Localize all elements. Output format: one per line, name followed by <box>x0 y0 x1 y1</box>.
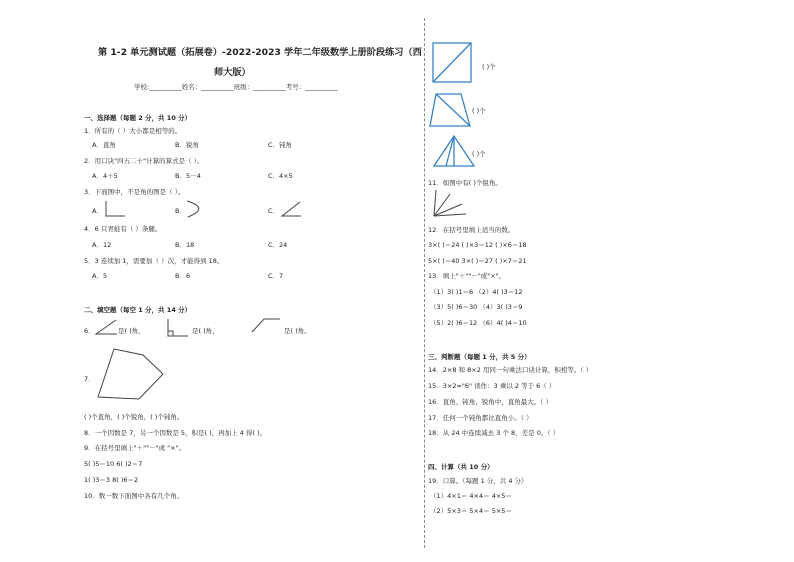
q19-row-1: （1）4×1＝ 4×4＝ 4×5＝ <box>430 492 512 500</box>
q3-figure-b <box>186 200 208 218</box>
q10-trapezoid-answer: ( )个 <box>472 107 486 115</box>
q6-answer-1: 是( )角， <box>118 327 145 335</box>
q14-text: 14．2×8 和 8×2 用同一句乘法口诀计算，积相等。（ ） <box>428 366 593 374</box>
q15-text: 15．3×2="6" 读作：3 乘以 2 等于 6（ ） <box>428 382 556 390</box>
q7-pentagon <box>94 347 166 403</box>
q5-option-a: A．5 <box>92 272 108 280</box>
q1-option-b: B．锐角 <box>175 141 199 149</box>
q16-text: 16．直角、钝角、锐角中，直角最大。（ ） <box>428 398 553 406</box>
q3-figure-a <box>104 201 126 217</box>
q13-row-1: （1）3( )1＝6 （2）4( )3＝12 <box>430 288 523 296</box>
q10-square-figure <box>432 42 472 84</box>
q2-stem: 2．用口诀"四五二十"计算的算式是（ ）。 <box>84 157 204 165</box>
q13-row-2: （3）5( )6＝30 （4）3( )3＝9 <box>430 303 523 311</box>
q1-option-c: C．钝角 <box>268 141 293 149</box>
q4-option-b: B．18 <box>175 241 195 249</box>
q8-text: 8．一个因数是 7，另一个因数是 5，积是( )，再加上 4 得( )。 <box>84 429 267 437</box>
q3-option-a: A． <box>92 207 103 215</box>
q12-row-2: 5×( )＝40 3×( )＝27 ( )×7＝21 <box>428 257 527 265</box>
section1-heading: 一、选择题（每题 2 分，共 10 分） <box>84 114 192 122</box>
section4-heading: 四、计算（共 10 分） <box>428 463 494 471</box>
page-title-line1: 第 1-2 单元测试题（拓展卷）-2022-2023 学年二年级数学上册阶段练习（西 <box>98 47 422 58</box>
q6-answer-2: 是( )角， <box>192 327 219 335</box>
q5-stem: 5．3 连续加 1，需要加（ ）次，才能得到 18。 <box>84 257 224 265</box>
q9-row-2: 1( )3＝3 8( )6＝2 <box>84 476 139 484</box>
q3-stem: 3．下面图中，不是角的图是（ ）。 <box>84 188 185 196</box>
q1-option-a: A．直角 <box>92 141 116 149</box>
q6-angle-2 <box>166 318 190 340</box>
q4-option-c: C．24 <box>268 241 288 249</box>
q3-option-c: C． <box>268 207 280 215</box>
q13-text: 13．填上"＋""－"或"×"。 <box>428 272 506 280</box>
q2-option-c: C．4×5 <box>268 172 293 180</box>
q17-text: 17．任何一个钝角都比直角小。（ ） <box>428 414 533 422</box>
q13-row-3: （5）2( )6＝12 （6）4( )4＝10 <box>430 319 527 327</box>
q12-text: 12．在括号里填上适当的数。 <box>428 226 515 234</box>
q6-number: 6． <box>84 327 95 335</box>
q7-answer: ( )个直角，( )个锐角，( )个钝角。 <box>84 413 184 421</box>
q19-row-2: （2）5×3＝ 5×4＝ 5×5＝ <box>430 507 512 515</box>
q10-square-answer: ( )个 <box>482 63 496 71</box>
q10-trapezoid-figure <box>428 92 472 128</box>
q3-option-b: B． <box>175 207 186 215</box>
q10-triangle-answer: ( )个 <box>472 150 486 158</box>
q11-text: 11．如图中有( )个锐角。 <box>428 179 502 187</box>
student-info-line: 学校:__________姓名：__________班级：__________考号：__________ <box>134 83 338 91</box>
q12-row-1: 3×( )＝24 ( )×3＝12 ( )×6＝18 <box>428 241 527 249</box>
q6-angle-3 <box>250 316 282 336</box>
q3-figure-c <box>280 201 302 217</box>
q19-text: 19．口算。（每题 1 分，共 4 分） <box>428 477 528 485</box>
q6-answer-3: 是( )角。 <box>284 327 311 335</box>
q9-row-1: 5( )5＝10 6( )2＝7 <box>84 460 143 468</box>
q1-stem: 1．所有的（ ）大小都是相等的。 <box>84 127 182 135</box>
q5-option-b: B．6 <box>175 272 191 280</box>
q2-option-a: A．4＋5 <box>92 172 118 180</box>
q9-text: 9．在括号里填上"＋""－"或 "×"。 <box>84 444 186 452</box>
q2-option-b: B．5－4 <box>175 172 201 180</box>
section3-heading: 三、判断题（每题 1 分，共 5 分） <box>428 353 531 361</box>
q4-stem: 4．6 只青蛙有（ ）条腿。 <box>84 225 162 233</box>
q18-text: 18．从 24 中连续减去 3 个 8，差是 0。（ ） <box>428 429 560 437</box>
q6-angle-1 <box>94 318 118 338</box>
q10-triangle-figure <box>432 134 476 168</box>
q5-option-c: C．7 <box>268 272 284 280</box>
page-title-line2: 师大版） <box>214 67 251 78</box>
q10-text: 10．数一数下面图中各有几个角。 <box>84 492 184 500</box>
section2-heading: 二、填空题（每空 1 分，共 14 分） <box>84 306 192 314</box>
q7-number: 7． <box>84 375 95 383</box>
column-divider <box>424 18 425 548</box>
q4-option-a: A．12 <box>92 241 112 249</box>
q11-rays-figure <box>430 188 468 218</box>
